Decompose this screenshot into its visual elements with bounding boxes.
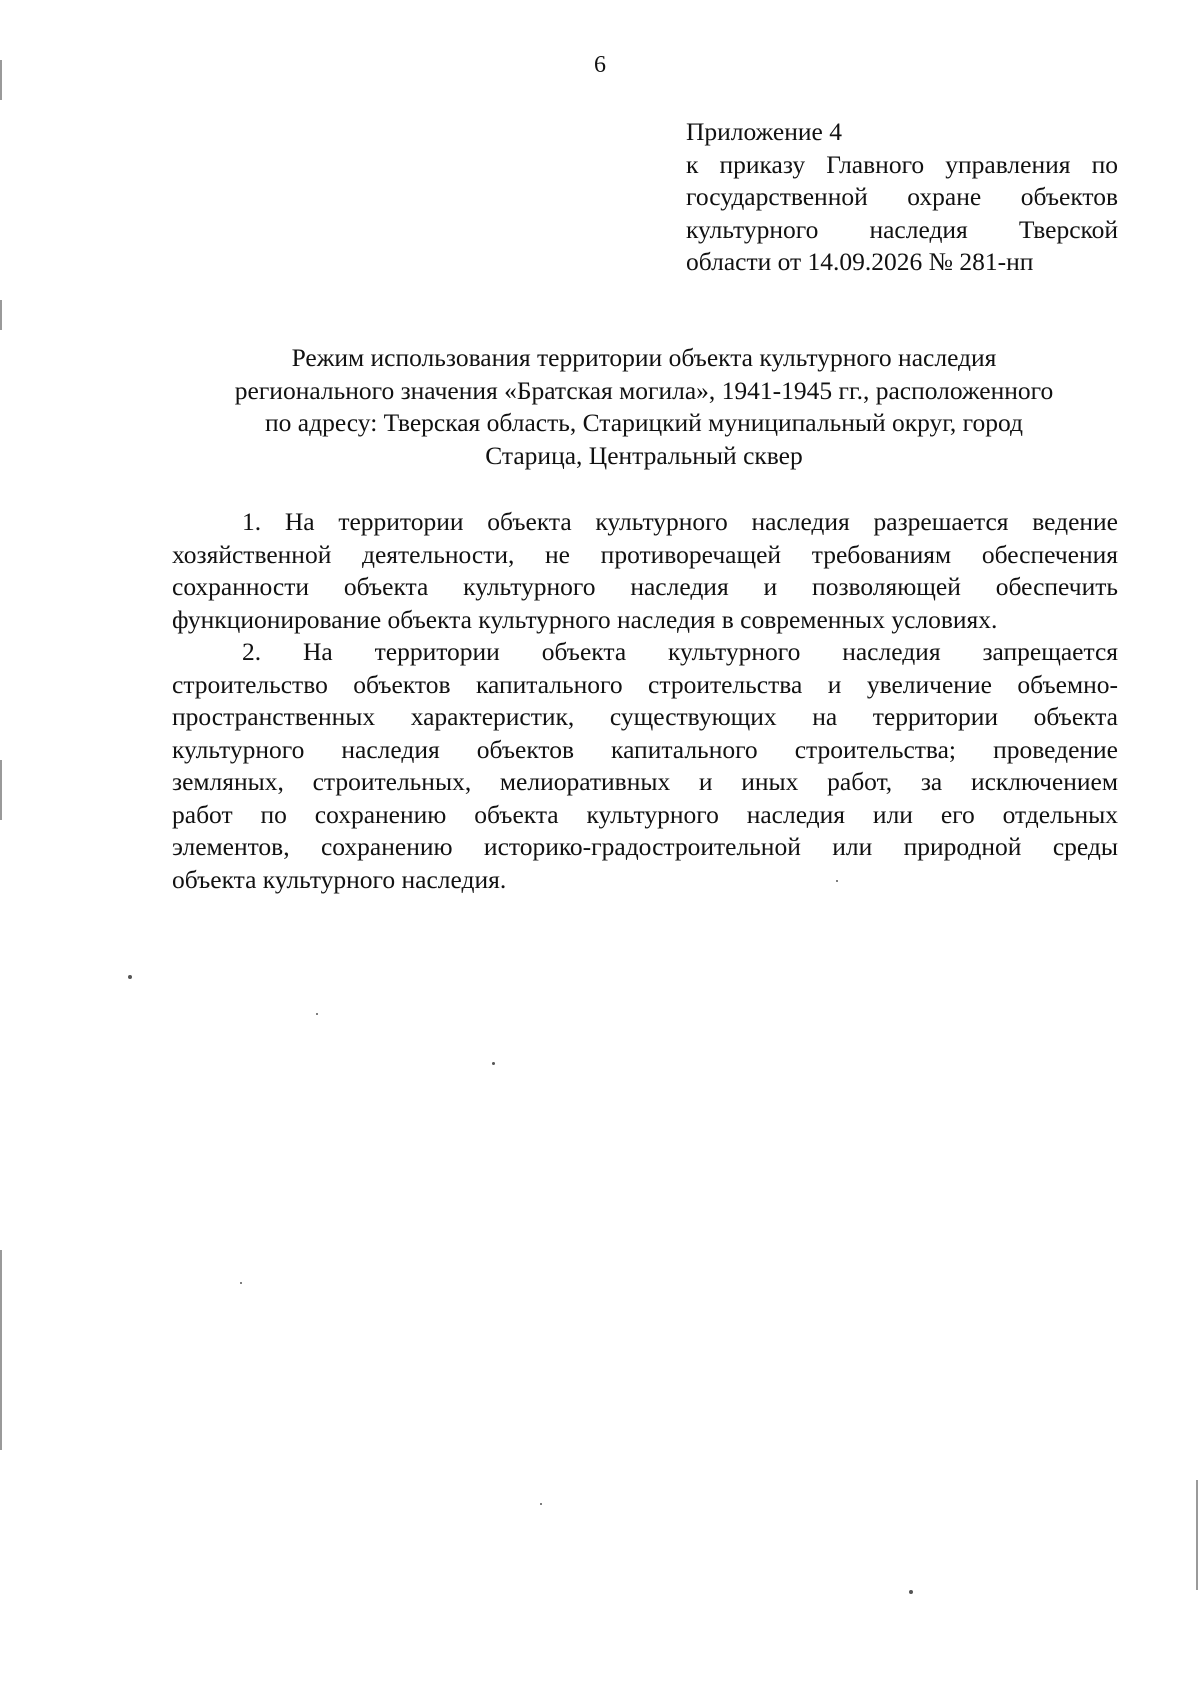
paragraph-line: 2. На территории объекта культурного наследия запрещается bbox=[242, 637, 1118, 666]
paragraph-line: 1. На территории объекта культурного наследия разрешается ведение bbox=[242, 507, 1118, 536]
paragraph-1 bbox=[172, 506, 1118, 636]
paragraph-line: пространственных характеристик, существующих на территории объекта bbox=[172, 702, 1118, 731]
appendix-line: государственной охране объектов bbox=[686, 182, 1118, 211]
scan-speck bbox=[836, 880, 838, 882]
document-title bbox=[170, 342, 1118, 472]
scan-speck bbox=[540, 1503, 542, 1505]
title-line: Старица, Центральный сквер bbox=[485, 440, 803, 470]
scan-edge-mark bbox=[0, 760, 2, 820]
scan-edge-mark bbox=[0, 60, 2, 100]
scan-speck bbox=[492, 1062, 495, 1065]
paragraph-line: строительство объектов капитального строительства и увеличение объемно- bbox=[172, 669, 1118, 699]
paragraph-line: земляных, строительных, мелиоративных и иных работ, за исключением bbox=[172, 767, 1118, 796]
title-line: регионального значения «Братская могила», 1941-1945 гг., расположенного bbox=[234, 375, 1054, 405]
scan-edge-mark bbox=[0, 1250, 2, 1450]
appendix-line: культурного наследия Тверской bbox=[686, 214, 1118, 244]
scan-speck bbox=[909, 1590, 913, 1594]
paragraph-line: функционирование объекта культурного наследия в современных условиях. bbox=[172, 604, 998, 634]
scan-speck bbox=[316, 1013, 318, 1015]
scan-speck bbox=[128, 975, 132, 979]
paragraph-line: сохранности объекта культурного наследия и позволяющей обеспечить bbox=[172, 572, 1118, 601]
document-body bbox=[172, 506, 1118, 896]
paragraph-line: элементов, сохранению историко-градостроительной или природной среды bbox=[172, 832, 1118, 861]
scan-edge-mark bbox=[1196, 1480, 1198, 1590]
appendix-title: Приложение 4 bbox=[686, 117, 842, 146]
title-line: по адресу: Тверская область, Старицкий муниципальный округ, город bbox=[265, 408, 1023, 437]
scan-edge-mark bbox=[0, 300, 2, 330]
appendix-header bbox=[686, 116, 1118, 279]
paragraph-line: объекта культурного наследия. bbox=[172, 864, 507, 894]
paragraph-2 bbox=[172, 636, 1118, 896]
paragraph-line: культурного наследия объектов капитального строительства; проведение bbox=[172, 734, 1118, 764]
paragraph-line: хозяйственной деятельности, не противоречащей требованиям обеспечения bbox=[172, 539, 1118, 569]
title-line: Режим использования территории объекта культурного наследия bbox=[291, 343, 997, 372]
page-number: 6 bbox=[594, 52, 606, 78]
appendix-line: к приказу Главного управления по bbox=[686, 149, 1118, 179]
paragraph-line: работ по сохранению объекта культурного наследия или его отдельных bbox=[172, 799, 1118, 829]
scan-speck bbox=[240, 1282, 242, 1284]
appendix-line: области от 14.09.2026 № 281-нп bbox=[686, 247, 1034, 276]
